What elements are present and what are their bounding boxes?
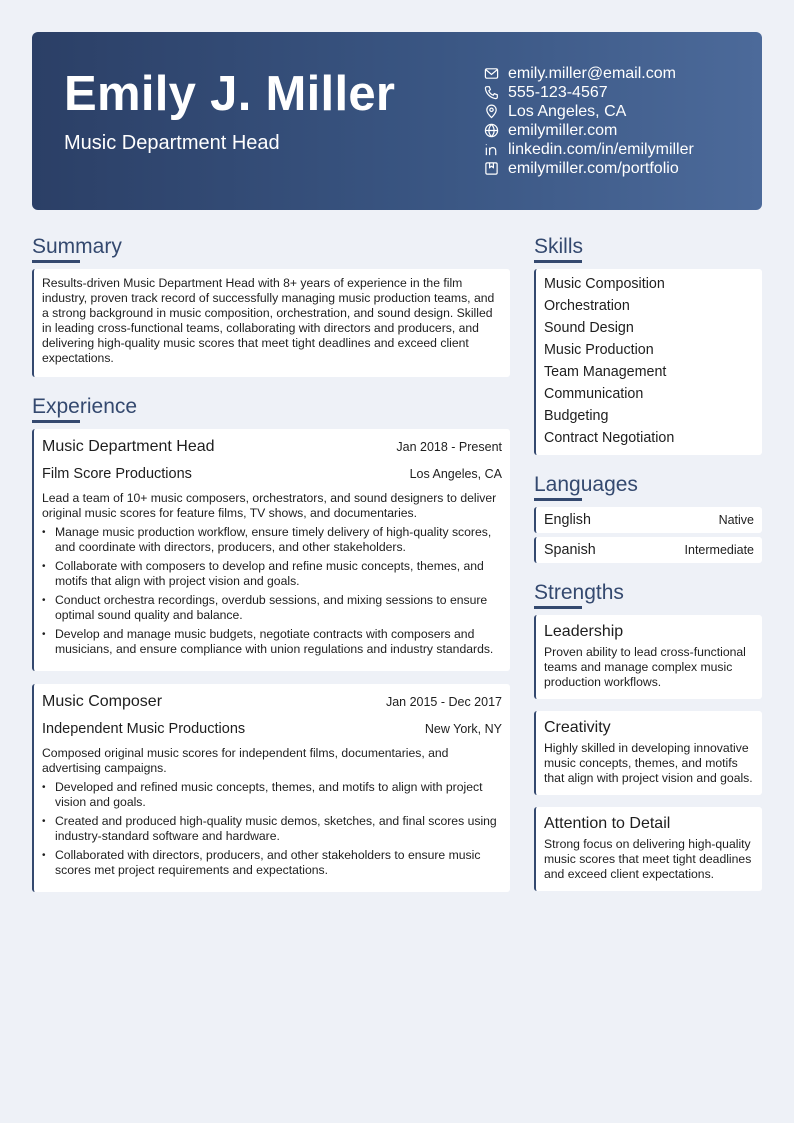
job-dates: Jan 2015 - Dec 2017: [385, 695, 502, 709]
job-location: New York, NY: [424, 722, 502, 736]
contact-portfolio[interactable]: [484, 159, 694, 178]
contact-location-text: Los Angeles, CA: [508, 102, 627, 120]
language-level: Intermediate: [684, 543, 754, 557]
contact-website-text: emilymiller.com: [508, 121, 618, 139]
job-bullet: • Manage music production workflow, ensure timely delivery of high-quality scores, and coordinate with directors, producers, and other stakeholders.: [42, 525, 502, 555]
skills-heading-underline: [534, 260, 582, 263]
email-icon: [484, 66, 499, 81]
skill-item: Music Composition: [544, 276, 665, 292]
contact-linkedin[interactable]: [484, 140, 694, 159]
contact-phone-text: 555-123-4567: [508, 83, 608, 101]
job-bullet: • Created and produced high-quality music demos, sketches, and final scores using industry-standard software and hardware.: [42, 814, 502, 844]
skills-card: [534, 269, 762, 455]
skill-item: Music Production: [544, 342, 654, 358]
job-bullets: [42, 525, 502, 657]
job-dates: Jan 2018 - Present: [396, 440, 502, 454]
job-role: Music Department Head: [42, 438, 215, 455]
strength-title: Leadership: [544, 623, 624, 640]
strength-description: Highly skilled in developing innovative music concepts, themes, and motifs that align with project vision and goals.: [544, 741, 753, 785]
job-bullet: • Develop and manage music budgets, negotiate contracts with composers and musicians, and ensure compliance with union regulations and industry standards.: [42, 627, 502, 657]
job-location: Los Angeles, CA: [409, 467, 502, 481]
summary-heading-underline: [32, 260, 80, 263]
strength-card: [534, 615, 762, 699]
job-description: Composed original music scores for independent films, documentaries, and advertising campaigns.: [42, 746, 449, 775]
skill-item: Budgeting: [544, 408, 609, 424]
experience-entry: [32, 684, 510, 892]
summary-heading: Summary: [32, 235, 122, 258]
summary-card: [32, 269, 510, 377]
globe-icon: [484, 123, 499, 138]
skills-heading: Skills: [534, 235, 584, 258]
left-column: [32, 234, 510, 905]
contact-phone[interactable]: [484, 83, 694, 102]
skill-item: Communication: [544, 386, 644, 402]
job-company: Film Score Productions: [42, 466, 192, 482]
job-role: Music Composer: [42, 693, 163, 710]
right-column: [534, 234, 762, 903]
language-name: Spanish: [544, 542, 596, 558]
experience-heading: Experience: [32, 395, 138, 418]
languages-heading-underline: [534, 498, 582, 501]
language-item: [534, 537, 762, 563]
phone-icon: [484, 85, 499, 100]
linkedin-icon: [484, 142, 499, 157]
strength-title: Creativity: [544, 719, 611, 736]
strength-card: [534, 807, 762, 891]
contact-email-text: emily.miller@email.com: [508, 64, 676, 82]
location-icon: [484, 104, 499, 119]
job-bullet: • Collaborate with composers to develop and refine music concepts, themes, and motifs that align with project vision and goals.: [42, 559, 502, 589]
skill-item: Sound Design: [544, 320, 634, 336]
contact-website[interactable]: [484, 121, 694, 140]
summary-text: Results-driven Music Department Head with 8+ years of experience in the film industry, proven track record of successfully managing music production teams, and a strong background in music composition, orchestration, and sound design. Skilled in leading cross-functional teams, collaborating with directors and producers, and delivering high-quality music scores that meet tight deadlines and exceed client expectations.: [42, 276, 495, 365]
job-company: Independent Music Productions: [42, 721, 246, 737]
language-name: English: [544, 512, 591, 528]
strength-description: Strong focus on delivering high-quality music scores that meet tight deadlines and exceed client expectations.: [544, 837, 752, 881]
candidate-name: Emily J. Miller: [64, 67, 396, 121]
strength-title: Attention to Detail: [544, 815, 671, 832]
job-bullets: [42, 780, 502, 878]
job-bullet: • Conduct orchestra recordings, overdub sessions, and mixing sessions to ensure optimal sound quality and balance.: [42, 593, 502, 623]
language-item: [534, 507, 762, 533]
job-bullet: • Developed and refined music concepts, themes, and motifs to align with project vision and goals.: [42, 780, 502, 810]
languages-heading: Languages: [534, 473, 638, 496]
strength-description: Proven ability to lead cross-functional teams and manage complex music production workflows.: [544, 645, 746, 689]
job-description: Lead a team of 10+ music composers, orchestrators, and sound designers to deliver original music scores for feature films, TV shows, and documentaries.: [42, 491, 497, 520]
contact-location: [484, 102, 694, 121]
contact-email[interactable]: [484, 64, 694, 83]
resume-header: [32, 32, 762, 210]
portfolio-icon: [484, 161, 499, 176]
language-level: Native: [718, 513, 754, 527]
candidate-title: Music Department Head: [64, 132, 280, 154]
contact-linkedin-text: linkedin.com/in/emilymiller: [508, 140, 694, 158]
contact-list: [484, 64, 694, 178]
experience-heading-underline: [32, 420, 80, 423]
skill-item: Orchestration: [544, 298, 630, 314]
skill-item: Contract Negotiation: [544, 430, 675, 446]
contact-portfolio-text: emilymiller.com/portfolio: [508, 159, 679, 177]
strength-card: [534, 711, 762, 795]
strengths-heading-underline: [534, 606, 582, 609]
experience-entry: [32, 429, 510, 671]
skill-item: Team Management: [544, 364, 667, 380]
strengths-heading: Strengths: [534, 581, 624, 604]
job-bullet: • Collaborated with directors, producers, and other stakeholders to ensure music scores met project requirements and expectations.: [42, 848, 502, 878]
languages-list: [534, 507, 762, 563]
